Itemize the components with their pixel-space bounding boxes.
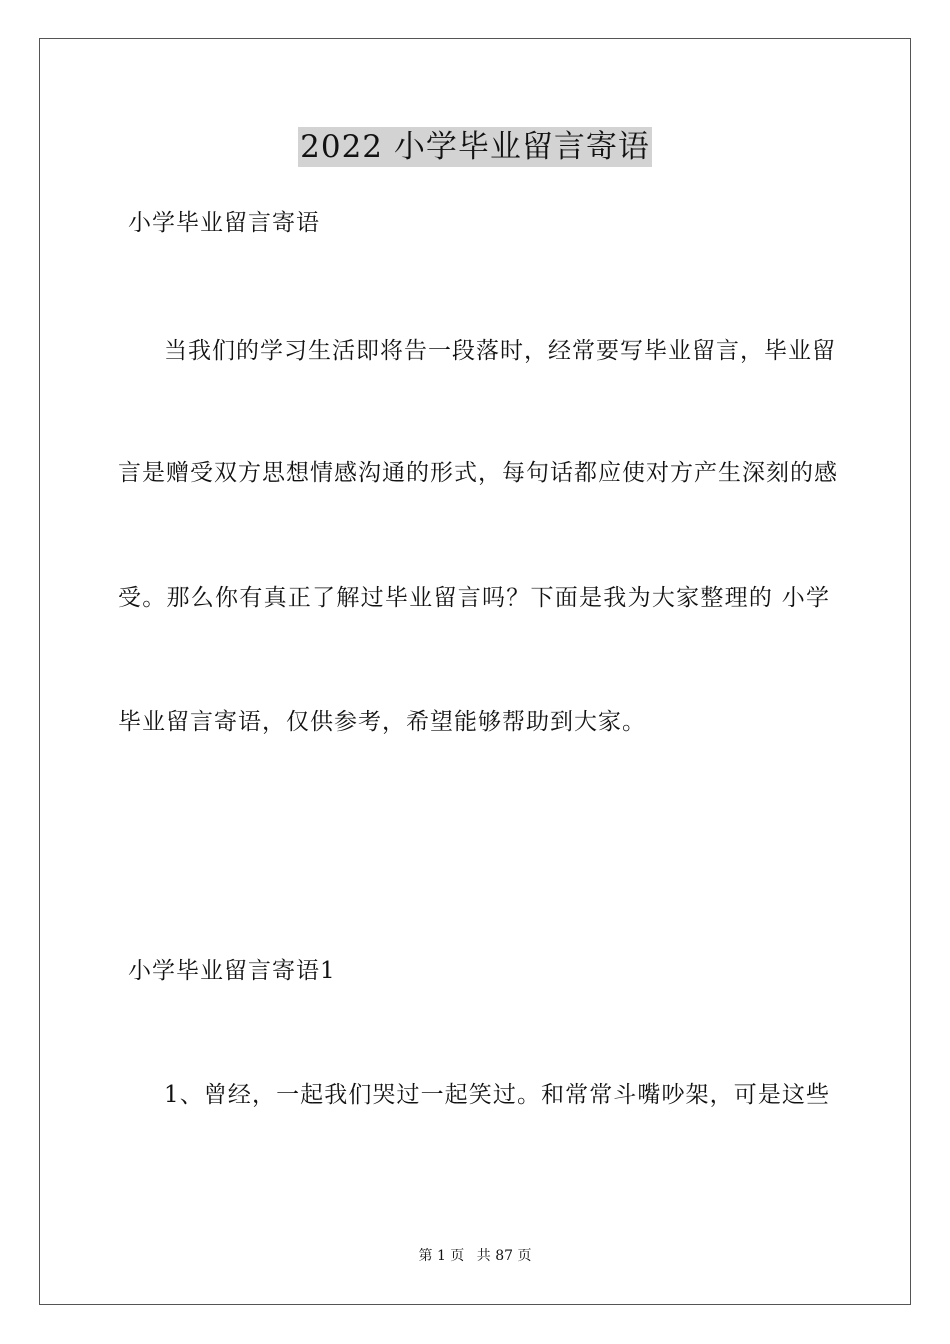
intro-line-3: 受。那么你有真正了解过毕业留言吗？下面是我为大家整理的 小学 (118, 585, 830, 611)
page-footer (0, 1246, 950, 1266)
intro-line-4: 毕业留言寄语，仅供参考，希望能够帮助到大家。 (118, 709, 646, 735)
section-heading: 小学毕业留言寄语1 (128, 958, 336, 984)
intro-line-2: 言是赠受双方思想情感沟通的形式，每句话都应使对方产生深刻的感 (118, 460, 838, 486)
item-line-1: 1、曾经，一起我们哭过一起笑过。和常常斗嘴吵架，可是这些 (164, 1082, 830, 1108)
intro-line-1: 当我们的学习生活即将告一段落时，经常要写毕业留言，毕业留 (164, 338, 836, 364)
document-title: 2022 小学毕业留言寄语 (300, 129, 650, 165)
document-subtitle: 小学毕业留言寄语 (128, 210, 320, 236)
page-number: 第 1 页 (418, 1248, 465, 1264)
title-container (0, 127, 950, 167)
page-total: 共 87 页 (476, 1248, 532, 1264)
